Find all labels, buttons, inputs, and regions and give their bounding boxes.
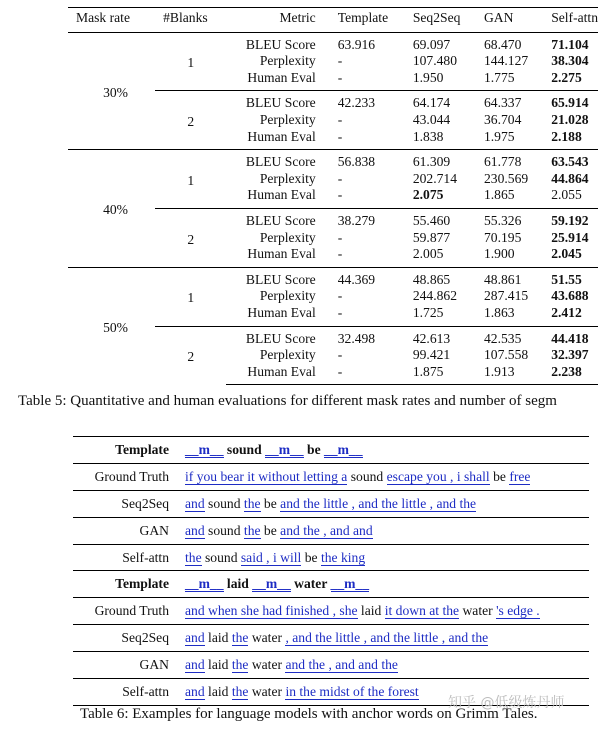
- cell-seq2seq: 107.480: [412, 53, 458, 69]
- cell-seq2seq: 202.714: [412, 170, 458, 186]
- table-6-body: [73, 437, 589, 706]
- anchor-word: water: [290, 576, 331, 592]
- cell-seq2seq: 69.097: [412, 36, 451, 52]
- cell-template: -: [337, 246, 343, 262]
- example-row: [73, 598, 589, 625]
- cell-gan: 64.337: [484, 91, 551, 112]
- header-seq2seq: Seq2Seq: [413, 8, 484, 33]
- sentence-cell: [185, 598, 589, 625]
- cell-gan: 55.326: [484, 208, 551, 229]
- cell-seq2seq: 2.075: [412, 187, 444, 203]
- filled-blank: __m__: [265, 441, 304, 457]
- row-label: GAN: [73, 517, 185, 544]
- cell-template: -: [337, 111, 343, 127]
- filled-blank: and: [185, 657, 205, 673]
- sentence-cell: [185, 490, 589, 517]
- blanks-cell: 2: [155, 208, 226, 267]
- cell-selfattn: 44.418: [551, 326, 598, 347]
- cell-gan: 70.195: [483, 229, 522, 245]
- filled-blank: said , i will: [240, 549, 302, 565]
- cell-template: -: [337, 187, 343, 203]
- cell-template: -: [337, 347, 343, 363]
- cell-selfattn: 32.397: [551, 347, 589, 363]
- cell-template: -: [337, 170, 343, 186]
- cell-metric: Human Eval: [247, 128, 316, 144]
- cell-gan: 107.558: [483, 347, 529, 363]
- cell-selfattn: 21.028: [551, 111, 589, 127]
- cell-metric: BLEU Score: [226, 150, 337, 171]
- cell-metric: BLEU Score: [226, 91, 337, 112]
- row-label: Seq2Seq: [73, 490, 185, 517]
- row-label: Self-attn: [73, 544, 185, 571]
- blanks-cell: 1: [187, 55, 195, 71]
- filled-blank: and the , and and: [280, 522, 373, 538]
- cell-seq2seq: 1.875: [413, 364, 484, 385]
- cell-template: 56.838: [338, 150, 413, 171]
- cell-template: -: [338, 364, 413, 385]
- cell-selfattn: 2.275: [551, 69, 582, 85]
- table-5-header-row: [68, 8, 598, 33]
- cell-template: 32.498: [338, 326, 413, 347]
- blanks-cell: 2: [155, 326, 226, 385]
- cell-selfattn: 51.55: [551, 267, 598, 288]
- cell-metric: BLEU Score: [245, 36, 316, 52]
- template-row: [73, 437, 589, 464]
- table-6-caption: Table 6: Examples for language models with anchor words on Grimm Tales.: [80, 706, 538, 722]
- cell-metric: Human Eval: [247, 246, 316, 262]
- cell-metric: Perplexity: [259, 229, 316, 245]
- cell-selfattn: 2.412: [551, 304, 582, 320]
- cell-gan: 230.569: [483, 170, 529, 186]
- cell-selfattn: 63.543: [551, 150, 598, 171]
- anchor-word: be: [260, 495, 281, 511]
- filled-blank: and when she had finished , she: [185, 603, 358, 619]
- cell-metric: Human Eval: [247, 304, 316, 320]
- filled-blank: __m__: [185, 576, 224, 592]
- cell-selfattn: 71.104: [551, 36, 589, 52]
- blanks-cell: 1: [155, 150, 226, 209]
- cell-gan: 1.775: [483, 69, 515, 85]
- anchor-word: laid: [204, 683, 232, 699]
- cell-seq2seq: 244.862: [412, 288, 458, 304]
- cell-gan: 68.470: [483, 36, 522, 52]
- filled-blank: and: [185, 683, 205, 699]
- anchor-word: water: [248, 683, 286, 699]
- cell-selfattn: 65.914: [551, 91, 598, 112]
- cell-gan: 1.863: [483, 304, 515, 320]
- anchor-word: laid: [204, 630, 232, 646]
- cell-selfattn: 2.188: [551, 128, 582, 144]
- sentence-cell: [185, 544, 589, 571]
- row-label: GAN: [73, 652, 185, 679]
- header-template: Template: [338, 8, 413, 33]
- filled-blank: __m__: [185, 441, 224, 457]
- header-self-attn: Self-attn: [551, 8, 598, 33]
- cell-gan: 1.913: [484, 364, 551, 385]
- cell-gan: 61.778: [484, 150, 551, 171]
- cell-seq2seq: 43.044: [412, 111, 451, 127]
- cell-gan: 1.975: [483, 128, 515, 144]
- anchor-word: water: [248, 657, 286, 673]
- table-row: [68, 267, 598, 288]
- cell-selfattn: 2.045: [551, 246, 582, 262]
- mask-rate-cell: 30%: [103, 84, 128, 100]
- filled-blank: the: [231, 630, 249, 646]
- cell-metric: Human Eval: [247, 69, 316, 85]
- template-row: [73, 571, 589, 598]
- example-row: [73, 652, 589, 679]
- cell-selfattn: 25.914: [551, 229, 589, 245]
- cell-gan: 36.704: [483, 111, 522, 127]
- cell-seq2seq: 1.838: [412, 128, 444, 144]
- cell-seq2seq: 55.460: [413, 208, 484, 229]
- cell-metric: Perplexity: [259, 53, 316, 69]
- cell-template: -: [337, 304, 343, 320]
- cell-template: 63.916: [337, 36, 376, 52]
- watermark: 知乎 @低级炼丹师: [448, 695, 565, 711]
- filled-blank: it down at the: [384, 603, 460, 619]
- cell-gan: 42.535: [484, 326, 551, 347]
- anchor-word: sound: [204, 522, 244, 538]
- row-label: Seq2Seq: [73, 625, 185, 652]
- cell-metric: BLEU Score: [226, 208, 337, 229]
- anchor-word: sound: [223, 441, 266, 457]
- mask-rate-cell: 50%: [68, 267, 155, 385]
- header-metric: Metric: [226, 8, 337, 33]
- filled-blank: and the little , and the little , and the: [280, 495, 477, 511]
- anchor-word: sound: [347, 468, 387, 484]
- cell-seq2seq: 48.865: [413, 267, 484, 288]
- cell-gan: 48.861: [484, 267, 551, 288]
- cell-template: 42.233: [338, 91, 413, 112]
- filled-blank: in the midst of the forest: [285, 683, 419, 699]
- anchor-word: be: [489, 468, 510, 484]
- filled-blank: the: [231, 657, 249, 673]
- cell-metric: BLEU Score: [226, 267, 337, 288]
- filled-blank: free: [509, 468, 531, 484]
- sentence-cell: [185, 437, 589, 464]
- cell-metric: Perplexity: [259, 170, 316, 186]
- cell-seq2seq: 1.950: [412, 69, 444, 85]
- cell-seq2seq: 59.877: [412, 229, 451, 245]
- example-row: [73, 490, 589, 517]
- row-label: Self-attn: [73, 679, 185, 706]
- anchor-word: laid: [204, 657, 232, 673]
- header-gan: GAN: [484, 8, 551, 33]
- table-5-caption: Table 5: Quantitative and human evaluations for different mask rates and number of segm: [18, 393, 557, 409]
- cell-selfattn: 43.688: [551, 288, 589, 304]
- anchor-word: water: [248, 630, 286, 646]
- cell-gan: 287.415: [483, 288, 529, 304]
- header-mask-rate: Mask rate: [68, 8, 155, 33]
- blanks-cell: 1: [155, 267, 226, 326]
- filled-blank: the: [231, 683, 249, 699]
- example-row: [73, 544, 589, 571]
- sentence-cell: [185, 625, 589, 652]
- example-row: [73, 625, 589, 652]
- filled-blank: , and the little , and the little , and the: [285, 630, 489, 646]
- cell-metric: Human Eval: [247, 187, 316, 203]
- filled-blank: if you bear it without letting a: [185, 468, 348, 484]
- anchor-word: be: [303, 441, 324, 457]
- cell-template: 38.279: [338, 208, 413, 229]
- example-row: [73, 463, 589, 490]
- cell-seq2seq: 42.613: [413, 326, 484, 347]
- cell-gan: 1.900: [483, 246, 515, 262]
- cell-selfattn: 44.864: [551, 170, 589, 186]
- cell-seq2seq: 64.174: [413, 91, 484, 112]
- cell-selfattn: 38.304: [551, 53, 589, 69]
- cell-template: -: [337, 128, 343, 144]
- filled-blank: __m__: [324, 441, 363, 457]
- anchor-word: water: [459, 603, 497, 619]
- filled-blank: and: [185, 630, 205, 646]
- sentence-cell: [185, 571, 589, 598]
- cell-selfattn: 2.238: [551, 364, 598, 385]
- cell-selfattn: 59.192: [551, 208, 598, 229]
- cell-seq2seq: 2.005: [412, 246, 444, 262]
- header-blanks: #Blanks: [155, 8, 226, 33]
- example-row: [73, 517, 589, 544]
- sentence-cell: [185, 463, 589, 490]
- cell-gan: 144.127: [483, 53, 529, 69]
- sentence-cell: [185, 517, 589, 544]
- cell-seq2seq: 61.309: [413, 150, 484, 171]
- anchor-word: be: [301, 549, 321, 565]
- filled-blank: __m__: [330, 576, 370, 592]
- cell-seq2seq: 1.725: [412, 304, 444, 320]
- table-row: [68, 150, 598, 171]
- anchor-word: sound: [201, 549, 241, 565]
- filled-blank: escape you , i shall: [386, 468, 490, 484]
- cell-metric: BLEU Score: [226, 326, 337, 347]
- filled-blank: the: [185, 549, 202, 565]
- anchor-word: laid: [223, 576, 253, 592]
- filled-blank: the king: [320, 549, 366, 565]
- filled-blank: and: [185, 522, 205, 538]
- row-label: Ground Truth: [73, 598, 185, 625]
- row-label: Template: [73, 571, 185, 598]
- table-5: [68, 7, 598, 385]
- cell-selfattn: 2.055: [551, 187, 582, 203]
- filled-blank: __m__: [252, 576, 291, 592]
- filled-blank: and the , and and the: [285, 657, 398, 673]
- cell-template: 44.369: [338, 267, 413, 288]
- cell-metric: Perplexity: [259, 288, 316, 304]
- table-5-body: [68, 32, 598, 385]
- filled-blank: the: [243, 522, 261, 538]
- cell-metric: Human Eval: [226, 364, 337, 385]
- anchor-word: be: [260, 522, 281, 538]
- filled-blank: the: [243, 495, 261, 511]
- cell-seq2seq: 99.421: [412, 347, 451, 363]
- cell-metric: Perplexity: [259, 347, 316, 363]
- cell-template: -: [337, 288, 343, 304]
- table-6: [73, 436, 589, 706]
- filled-blank: 's edge .: [496, 603, 540, 619]
- anchor-word: laid: [357, 603, 385, 619]
- cell-template: -: [337, 229, 343, 245]
- table-row: [68, 32, 598, 53]
- row-label: Template: [73, 437, 185, 464]
- sentence-cell: [185, 652, 589, 679]
- row-label: Ground Truth: [73, 463, 185, 490]
- mask-rate-cell: 40%: [68, 150, 155, 268]
- cell-template: -: [337, 53, 343, 69]
- cell-template: -: [337, 69, 343, 85]
- cell-gan: 1.865: [483, 187, 515, 203]
- anchor-word: sound: [204, 495, 244, 511]
- cell-metric: Perplexity: [259, 111, 316, 127]
- blanks-cell: 2: [155, 91, 226, 150]
- filled-blank: and: [185, 495, 205, 511]
